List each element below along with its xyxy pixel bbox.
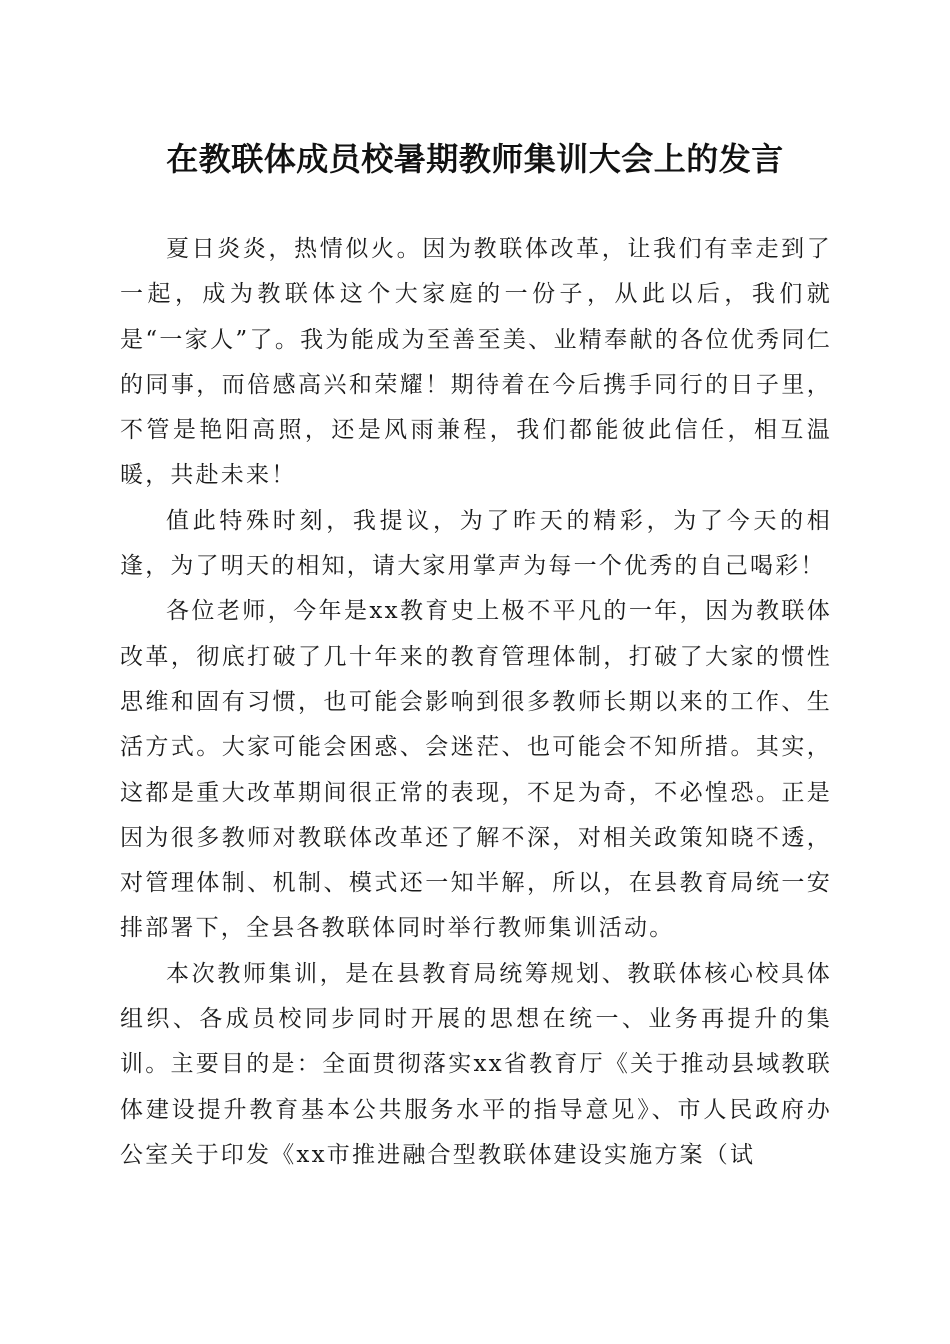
paragraph-2: 值此特殊时刻，我提议，为了昨天的精彩，为了今天的相逢，为了明天的相知，请大家用掌声为每一个优秀的自己喝彩！ <box>120 507 832 580</box>
paragraph-1: 夏日炎炎，热情似火。因为教联体改革，让我们有幸走到了一起，成为教联体这个大家庭的一份子，从此以后，我们就是“一家人”了。我为能成为至善至美、业精奉献的各位优秀同仁的同事，而倍感高兴和荣耀！期待着在今后携手同行的日子里，不管是艳阳高照，还是风雨兼程，我们都能彼此信任，相互温暖，共赴未来！ <box>120 236 832 489</box>
document-title: 在教联体成员校暑期教师集训大会上的发言 <box>166 140 784 178</box>
paragraph-4: 本次教师集训，是在县教育局统筹规划、教联体核心校具体组织、各成员校同步同时开展的思想在统一、业务再提升的集训。主要目的是：全面贯彻落实xx省教育厅《关于推动县域教联体建设提升教育基本公共服务水平的指导意见》、市人民政府办公室关于印发《xx市推进融合型教联体建设实施方案（试 <box>120 960 832 1168</box>
paragraph-3: 各位老师，今年是xx教育史上极不平凡的一年，因为教联体改革，彻底打破了几十年来的教育管理体制，打破了大家的惯性思维和固有习惯，也可能会影响到很多教师长期以来的工作、生活方式。大家可能会困惑、会迷茫、也可能会不知所措。其实，这都是重大改革期间很正常的表现，不足为奇，不必惶恐。正是因为很多教师对教联体改革还了解不深，对相关政策知晓不透，对管理体制、机制、模式还一知半解，所以，在县教育局统一安排部署下，全县各教联体同时举行教师集训活动。 <box>120 598 832 942</box>
document-body <box>120 227 832 1178</box>
